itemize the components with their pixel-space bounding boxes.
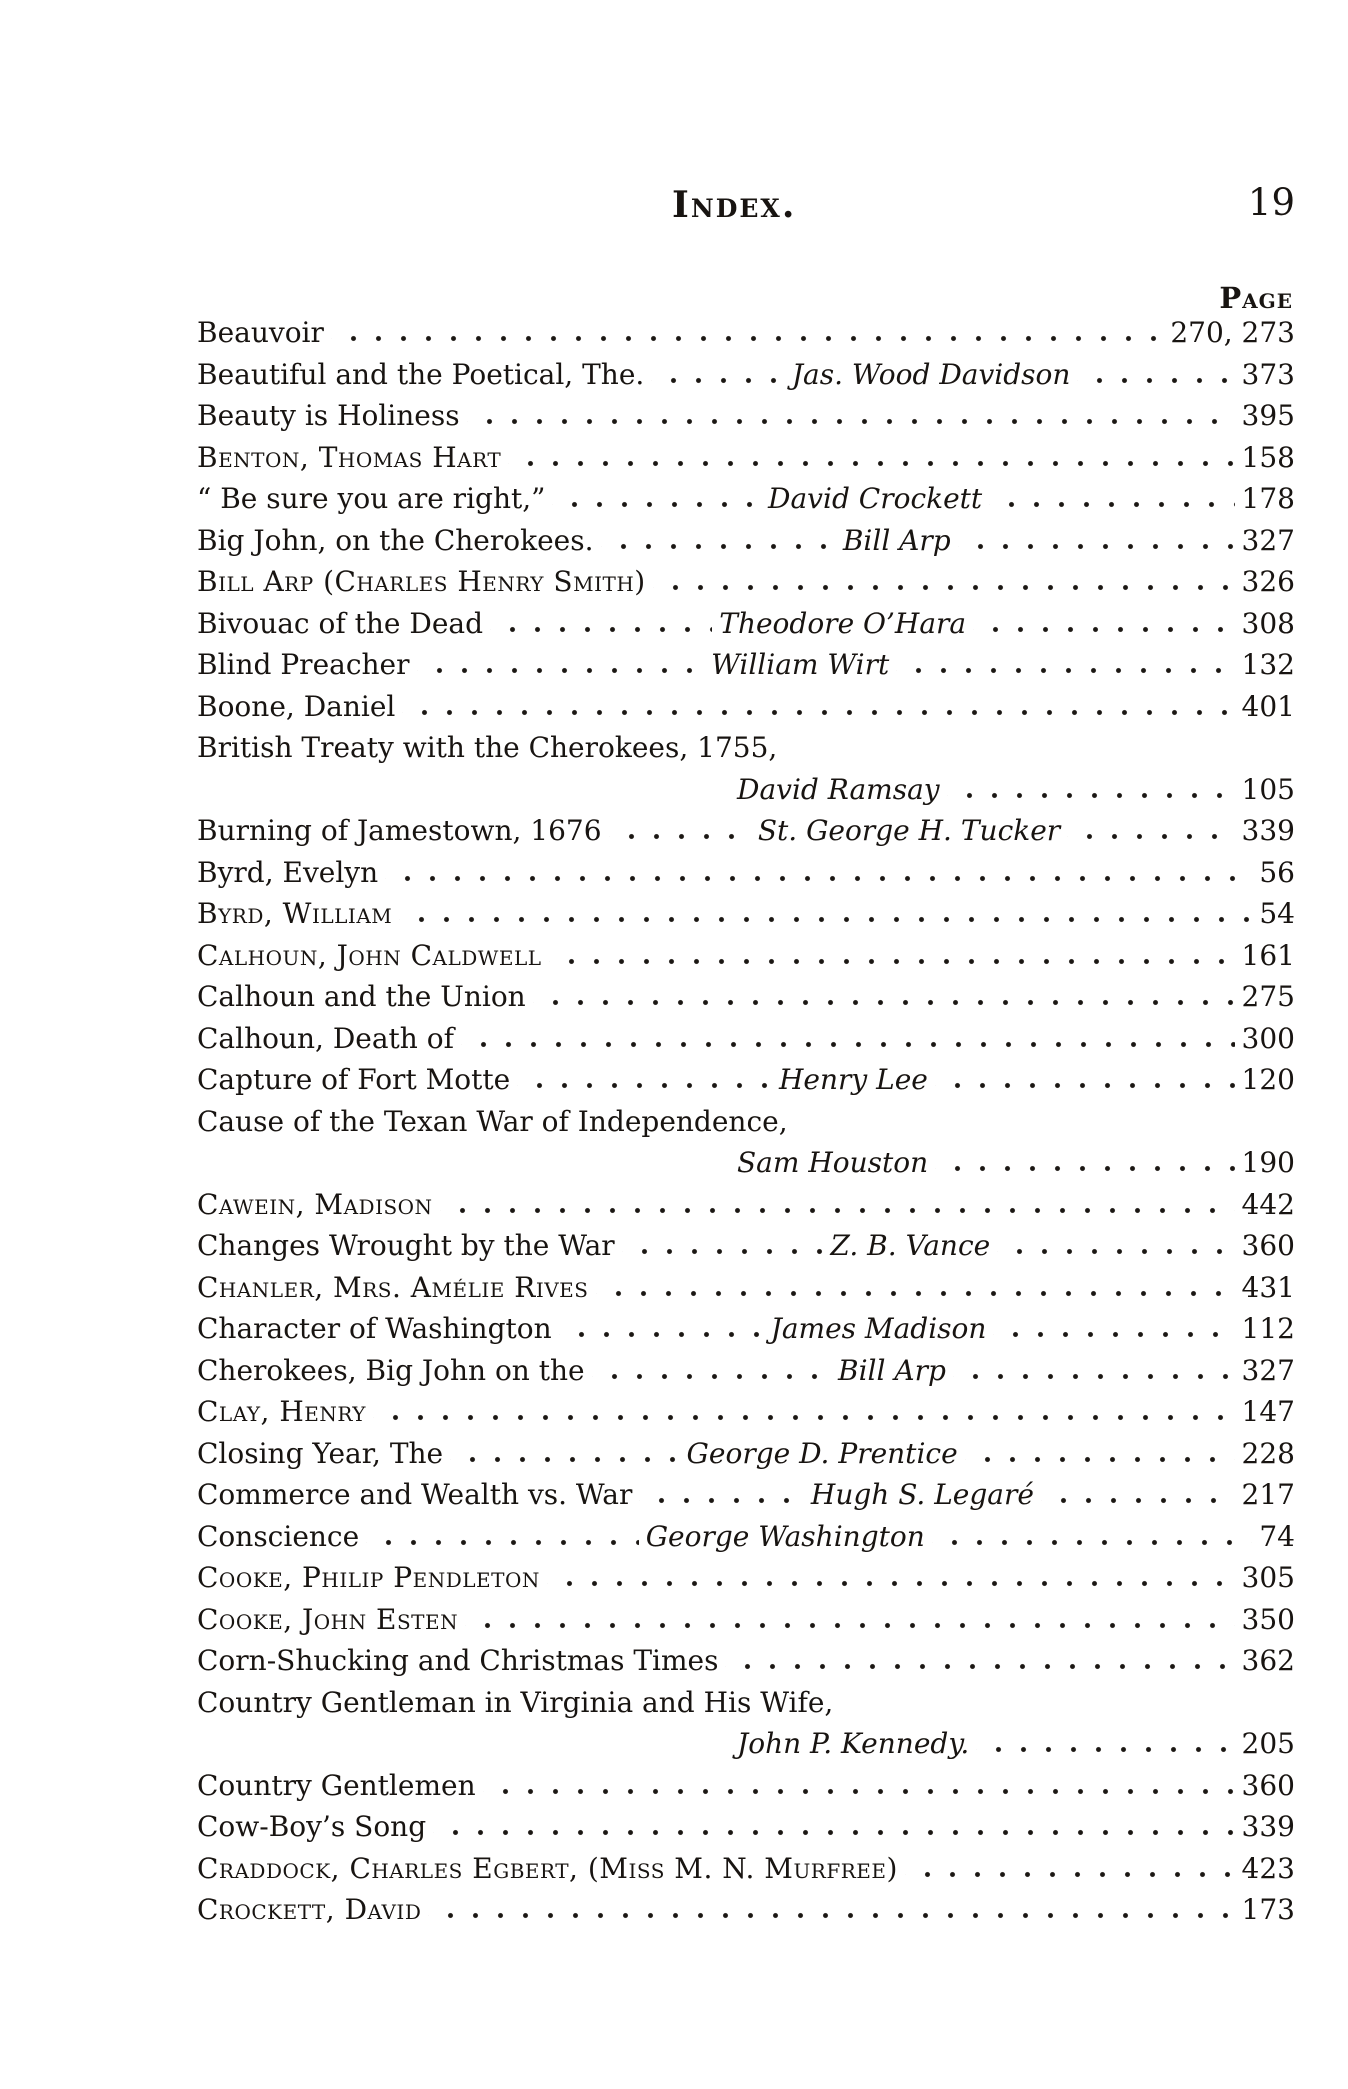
dot-leader [953, 1373, 1235, 1380]
entry-page-number: 360 [1241, 1768, 1295, 1802]
entry-title: Commerce and Wealth vs. War [197, 1478, 633, 1511]
entry-title: Country Gentlemen [197, 1768, 476, 1802]
index-entry-row [197, 939, 1295, 981]
dot-leader [905, 1871, 1235, 1878]
entry-title: Crockett, David [197, 1893, 422, 1926]
entry-author: Hugh S. Legaré [810, 1478, 1034, 1511]
entry-page-number: 205 [1241, 1727, 1295, 1760]
index-entry-row [197, 1686, 1295, 1728]
index-entry-row [197, 773, 1295, 815]
dot-leader [947, 792, 1235, 799]
entry-title: Calhoun and the Union [197, 980, 526, 1013]
entry-title: Cause of the Texan War of Independence, [197, 1104, 788, 1138]
index-entry-row [197, 1354, 1295, 1396]
entry-title: Country Gentleman in Virginia and His Wife, [197, 1685, 834, 1719]
entry-page-number: 327 [1241, 1353, 1295, 1387]
entry-author: Bill Arp [838, 1353, 946, 1387]
entry-author: John P. Kennedy. [737, 1727, 970, 1760]
dot-leader [428, 1912, 1234, 1919]
dot-leader [385, 875, 1252, 882]
dot-leader [490, 626, 712, 633]
entry-author: David Crockett [768, 482, 983, 515]
entry-title: Benton, Thomas Hart [197, 440, 502, 474]
dot-leader [559, 1331, 764, 1338]
entry-title: Burning of Jamestown, 1676 [197, 814, 602, 847]
page-column-label: Page [1219, 281, 1293, 315]
entry-title: Changes Wrought by the War [197, 1229, 615, 1262]
entry-title: Clay, Henry [197, 1395, 367, 1428]
entry-page-number: 423 [1241, 1851, 1295, 1885]
dot-leader [639, 1497, 804, 1504]
index-entry-row [197, 1644, 1295, 1686]
index-entry-row [197, 1603, 1295, 1645]
dot-leader [399, 916, 1252, 923]
entry-title: Beautiful and the Poetical, The. [197, 357, 645, 391]
entry-author: Z. B. Vance [830, 1229, 991, 1262]
index-entry-row [197, 1105, 1295, 1147]
dot-leader [609, 833, 751, 840]
entry-page-number: 339 [1241, 814, 1295, 847]
index-entry-row [197, 1063, 1295, 1105]
index-entry-row [197, 316, 1295, 358]
entry-page-number: 305 [1241, 1561, 1295, 1594]
dot-leader [417, 667, 705, 674]
entry-page-number: 362 [1241, 1644, 1295, 1677]
entry-title: “ Be sure you are right,” [197, 482, 546, 515]
entry-title: Capture of Fort Motte [197, 1063, 511, 1096]
index-entry-row [197, 1727, 1295, 1769]
dot-leader [935, 1165, 1234, 1172]
entry-page-number: 300 [1241, 1021, 1295, 1055]
entry-title: Boone, Daniel [197, 689, 396, 723]
dot-leader [896, 667, 1234, 674]
index-entry-row [197, 1893, 1295, 1935]
index-entry-row [197, 897, 1295, 939]
dot-leader [402, 709, 1234, 716]
dot-leader [989, 501, 1234, 508]
index-entry-row [197, 482, 1295, 524]
index-entry-row [197, 1478, 1295, 1520]
entry-title: Craddock, Charles Egbert, (Miss M. N. Murfree) [197, 1851, 898, 1885]
entry-page-number: 132 [1241, 648, 1295, 681]
entry-author: Theodore O’Hara [719, 606, 967, 640]
entry-page-number: 327 [1241, 523, 1295, 557]
index-entry-row [197, 1520, 1295, 1562]
dot-leader [483, 1788, 1235, 1795]
entry-title: British Treaty with the Cherokees, 1755, [197, 731, 778, 764]
index-entry-row [197, 399, 1295, 441]
index-entry-row [197, 690, 1295, 732]
dot-leader [653, 584, 1235, 591]
entry-page-number: 56 [1259, 855, 1295, 889]
entry-author: Jas. Wood Davidson [791, 357, 1071, 391]
index-entry-row [197, 358, 1295, 400]
entry-title: Closing Year, The [197, 1436, 444, 1470]
entry-author: Sam Houston [737, 1146, 929, 1179]
entry-page-number: 228 [1241, 1436, 1295, 1470]
dot-leader [547, 1580, 1235, 1587]
entry-title: Beauvoir [197, 316, 324, 349]
entry-page-number: 350 [1241, 1602, 1295, 1636]
dot-leader [935, 1082, 1235, 1089]
entry-title: Byrd, Evelyn [197, 855, 379, 889]
entry-title: Character of Washington [197, 1312, 552, 1345]
dot-leader [932, 1539, 1253, 1546]
entry-title: Cherokees, Big John on the [197, 1353, 585, 1387]
entry-title: Cooke, Philip Pendleton [197, 1561, 540, 1594]
dot-leader [622, 1248, 824, 1255]
dot-leader [592, 1373, 831, 1380]
dot-leader [651, 377, 785, 384]
entry-page-number: 431 [1241, 1270, 1295, 1304]
index-entry-row [197, 980, 1295, 1022]
index-entry-row [197, 1229, 1295, 1271]
index-entry-row [197, 1271, 1295, 1313]
dot-leader [1077, 377, 1234, 384]
dot-leader [1067, 833, 1234, 840]
dot-leader [973, 626, 1234, 633]
dot-leader [549, 958, 1235, 965]
dot-leader [373, 1414, 1235, 1421]
dot-leader [461, 1041, 1235, 1048]
entry-page-number: 158 [1241, 440, 1295, 474]
entry-title: Blind Preacher [197, 648, 410, 681]
entry-title: Big John, on the Cherokees. [197, 523, 594, 557]
dot-leader [601, 543, 836, 550]
entry-title: Calhoun, John Caldwell [197, 938, 542, 972]
index-entry-row [197, 1022, 1295, 1064]
index-entry-row [197, 814, 1295, 856]
entry-author: William Wirt [711, 648, 890, 681]
entry-page-number: 270, 273 [1170, 316, 1295, 349]
entry-author: Henry Lee [778, 1063, 928, 1096]
index-entry-row [197, 1561, 1295, 1603]
index-entry-row [197, 1769, 1295, 1811]
entry-page-number: 74 [1259, 1519, 1295, 1553]
dot-leader [366, 1539, 639, 1546]
entry-title: Byrd, William [197, 897, 393, 930]
index-entry-row [197, 607, 1295, 649]
entry-page-number: 373 [1241, 357, 1295, 391]
dot-leader [440, 1207, 1235, 1214]
page-title: Index. [672, 184, 797, 226]
dot-leader [997, 1248, 1234, 1255]
entry-title: Calhoun, Death of [197, 1021, 454, 1055]
entry-page-number: 54 [1259, 897, 1295, 930]
entry-title: Cow-Boy’s Song [197, 1810, 427, 1843]
index-entry-row [197, 731, 1295, 773]
dot-leader [958, 543, 1235, 550]
entry-author: David Ramsay [737, 772, 940, 806]
index-entry-row [197, 1852, 1295, 1894]
dot-leader [467, 418, 1235, 425]
folio-page-number: 19 [1247, 181, 1295, 224]
index-entry-row [197, 1395, 1295, 1437]
dot-leader [596, 1290, 1235, 1297]
index-entry-row [197, 565, 1295, 607]
entry-title: Chanler, Mrs. Amélie Rives [197, 1270, 589, 1304]
index-entry-row [197, 856, 1295, 898]
dot-leader [965, 1456, 1235, 1463]
entry-page-number: 173 [1241, 1893, 1295, 1926]
entry-title: Corn-Shucking and Christmas Times [197, 1644, 719, 1677]
entry-page-number: 112 [1241, 1312, 1295, 1345]
dot-leader [331, 335, 1163, 342]
entry-author: James Madison [770, 1312, 987, 1345]
entry-title: Bill Arp (Charles Henry Smith) [197, 565, 646, 598]
dot-leader [533, 999, 1235, 1006]
index-entry-row [197, 1146, 1295, 1188]
entry-title: Conscience [197, 1519, 360, 1553]
entry-page-number: 308 [1241, 606, 1295, 640]
dot-leader [508, 460, 1234, 467]
entry-page-number: 360 [1241, 1229, 1295, 1262]
index-entry-row [197, 1312, 1295, 1354]
dot-leader [517, 1082, 772, 1089]
index-entry-row [197, 1188, 1295, 1230]
index-entry-row [197, 441, 1295, 483]
entry-author: St. George H. Tucker [757, 814, 1061, 847]
dot-leader [450, 1456, 679, 1463]
entry-title: Bivouac of the Dead [197, 606, 484, 640]
index-entry-row [197, 1810, 1295, 1852]
index-entry-row [197, 648, 1295, 690]
index-entry-row [197, 524, 1295, 566]
dot-leader [1041, 1497, 1235, 1504]
entry-title: Beauty is Holiness [197, 399, 460, 432]
entry-author: George D. Prentice [686, 1436, 958, 1470]
entry-title: Cooke, John Esten [197, 1602, 459, 1636]
entry-page-number: 275 [1241, 980, 1295, 1013]
entry-page-number: 105 [1241, 772, 1295, 806]
entry-author: Bill Arp [842, 523, 951, 557]
index-entry-row [197, 1437, 1295, 1479]
entry-page-number: 326 [1241, 565, 1295, 598]
dot-leader [976, 1746, 1234, 1753]
entry-page-number: 395 [1241, 399, 1295, 432]
entry-page-number: 217 [1241, 1478, 1295, 1511]
entry-page-number: 190 [1241, 1146, 1295, 1179]
entry-page-number: 339 [1241, 1810, 1295, 1843]
dot-leader [993, 1331, 1234, 1338]
entry-page-number: 120 [1241, 1063, 1295, 1096]
entry-page-number: 401 [1241, 689, 1295, 723]
dot-leader [725, 1663, 1234, 1670]
dot-leader [552, 501, 761, 508]
entry-page-number: 442 [1241, 1187, 1295, 1221]
entry-page-number: 161 [1241, 938, 1295, 972]
entry-author: George Washington [645, 1519, 925, 1553]
dot-leader [433, 1829, 1234, 1836]
dot-leader [465, 1622, 1234, 1629]
entry-page-number: 147 [1241, 1395, 1295, 1428]
index-entry-list [197, 316, 1295, 1935]
entry-title: Cawein, Madison [197, 1187, 433, 1221]
entry-page-number: 178 [1241, 482, 1295, 515]
